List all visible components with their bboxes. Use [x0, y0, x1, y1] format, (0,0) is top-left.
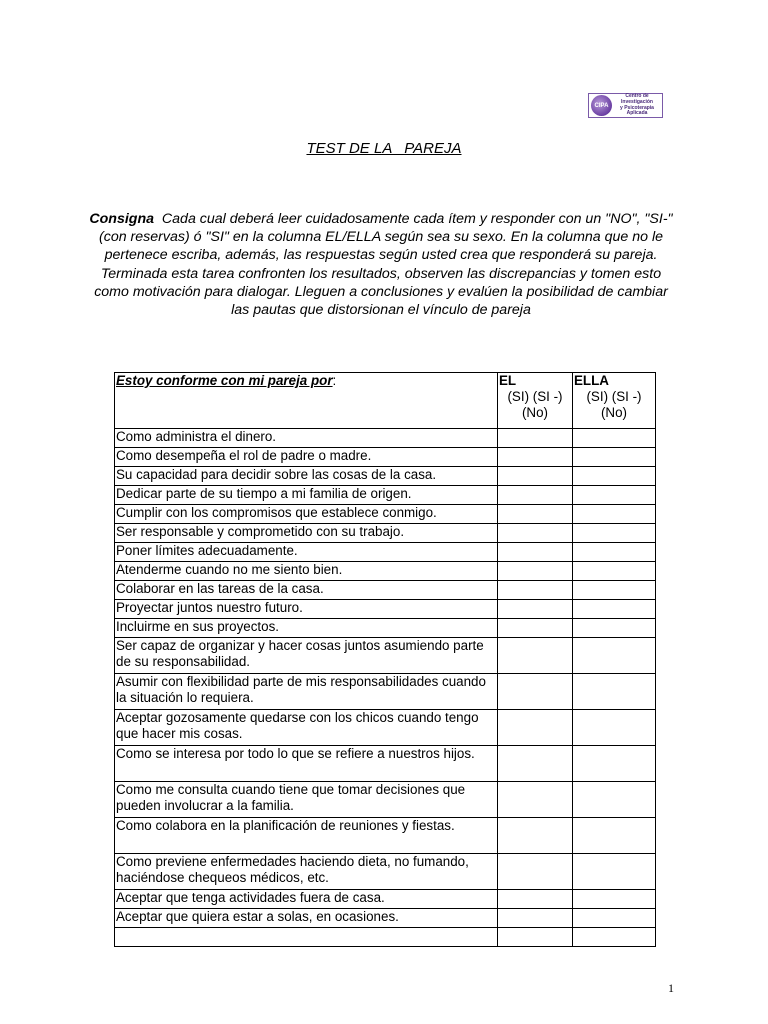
table-header-row [115, 373, 656, 429]
column-el-options-1: (SI) (SI -) [507, 389, 563, 404]
cipa-logo-text [612, 94, 662, 116]
el-answer-cell[interactable] [498, 710, 573, 746]
ella-answer-cell[interactable] [573, 467, 656, 486]
cipa-logo-mark: CIPA [591, 95, 612, 116]
ella-answer-cell[interactable] [573, 524, 656, 543]
item-text-cell: Colaborar en las tareas de la casa. [115, 581, 498, 600]
item-text-cell: Aceptar gozosamente quedarse con los chicos cuando tengo que hacer mis cosas. [115, 710, 498, 746]
table-row [115, 486, 656, 505]
ella-answer-cell[interactable] [573, 928, 656, 947]
ella-answer-cell[interactable] [573, 710, 656, 746]
header-label: Estoy conforme con mi pareja por [116, 373, 333, 388]
logo-line: Investigación [621, 98, 653, 105]
el-answer-cell[interactable] [498, 429, 573, 448]
el-answer-cell[interactable] [498, 448, 573, 467]
item-text-cell: Aceptar que tenga actividades fuera de casa. [115, 890, 498, 909]
item-text-cell: Como desempeña el rol de padre o madre. [115, 448, 498, 467]
item-text-cell: Atenderme cuando no me siento bien. [115, 562, 498, 581]
table-row [115, 562, 656, 581]
item-text-cell: Poner límites adecuadamente. [115, 543, 498, 562]
table-row [115, 429, 656, 448]
cipa-logo [588, 93, 663, 118]
ella-answer-cell[interactable] [573, 854, 656, 890]
header-colon: : [332, 373, 337, 388]
el-answer-cell[interactable] [498, 638, 573, 674]
header-el-cell [498, 373, 573, 429]
document-title: TEST DE LA PAREJA [306, 140, 462, 157]
item-text-cell: Cumplir con los compromisos que establece conmigo. [115, 505, 498, 524]
table-row [115, 928, 656, 947]
ella-answer-cell[interactable] [573, 600, 656, 619]
el-answer-cell[interactable] [498, 486, 573, 505]
table-row [115, 909, 656, 928]
table-row [115, 543, 656, 562]
ella-answer-cell[interactable] [573, 746, 656, 782]
ella-answer-cell[interactable] [573, 581, 656, 600]
item-text-cell: Como previene enfermedades haciendo dieta, no fumando, haciéndose chequeos médicos, etc. [115, 854, 498, 890]
ella-answer-cell[interactable] [573, 909, 656, 928]
item-text-cell: Asumir con flexibilidad parte de mis responsabilidades cuando la situación lo requiera. [115, 674, 498, 710]
column-ella-options-1: (SI) (SI -) [586, 389, 642, 404]
item-text-cell: Incluirme en sus proyectos. [115, 619, 498, 638]
item-text-cell: Aceptar que quiera estar a solas, en ocasiones. [115, 909, 498, 928]
table-row [115, 710, 656, 746]
el-answer-cell[interactable] [498, 854, 573, 890]
item-text-cell: Como me consulta cuando tiene que tomar decisiones que pueden involucrar a la familia. [115, 782, 498, 818]
el-answer-cell[interactable] [498, 674, 573, 710]
table-row [115, 638, 656, 674]
logo-line: y Psicoterapia [620, 104, 654, 111]
el-answer-cell[interactable] [498, 909, 573, 928]
el-answer-cell[interactable] [498, 467, 573, 486]
instructions-paragraph [88, 210, 677, 319]
el-answer-cell[interactable] [498, 562, 573, 581]
table-row [115, 746, 656, 782]
table-row [115, 524, 656, 543]
logo-line: Centro de [625, 93, 649, 100]
el-answer-cell[interactable] [498, 890, 573, 909]
el-answer-cell[interactable] [498, 782, 573, 818]
logo-line: Aplicada [626, 110, 648, 117]
page-number: 1 [668, 981, 674, 995]
table-row [115, 818, 656, 854]
ella-answer-cell[interactable] [573, 818, 656, 854]
item-text-cell [115, 928, 498, 947]
item-text-cell: Ser capaz de organizar y hacer cosas juntos asumiendo parte de su responsabilidad. [115, 638, 498, 674]
instructions-label: Consigna [89, 211, 155, 227]
ella-answer-cell[interactable] [573, 782, 656, 818]
item-text-cell: Proyectar juntos nuestro futuro. [115, 600, 498, 619]
el-answer-cell[interactable] [498, 543, 573, 562]
ella-answer-cell[interactable] [573, 448, 656, 467]
header-label-cell [115, 373, 498, 429]
el-answer-cell[interactable] [498, 524, 573, 543]
item-text-cell: Como administra el dinero. [115, 429, 498, 448]
table-row [115, 505, 656, 524]
el-answer-cell[interactable] [498, 505, 573, 524]
ella-answer-cell[interactable] [573, 674, 656, 710]
ella-answer-cell[interactable] [573, 543, 656, 562]
column-ella-label: ELLA [574, 373, 609, 388]
instructions-text: Cada cual deberá leer cuidadosamente cada ítem y responder con un "NO", "SI-" (con reservas) ó "SI" en la columna EL/ELLA según sea su sexo. En la columna que no le pertenece escriba, además, las respuestas según usted crea que responderá su pareja. Terminada esta tarea confronten los resultados, observen las discrepancias y tomen esto como motivación para dialogar. Lleguen a conclusiones y evalúen la posibilidad de cambiar las pautas que distorsionan el vínculo de pareja [94, 211, 677, 319]
item-text-cell: Como colabora en la planificación de reuniones y fiestas. [115, 818, 498, 854]
questionnaire-table [114, 372, 656, 947]
item-text-cell: Dedicar parte de su tiempo a mi familia de origen. [115, 486, 498, 505]
el-answer-cell[interactable] [498, 600, 573, 619]
table-row [115, 890, 656, 909]
ella-answer-cell[interactable] [573, 638, 656, 674]
el-answer-cell[interactable] [498, 581, 573, 600]
header-ella-cell [573, 373, 656, 429]
column-el-options-2: (No) [521, 405, 549, 420]
item-text-cell: Ser responsable y comprometido con su trabajo. [115, 524, 498, 543]
table-row [115, 467, 656, 486]
el-answer-cell[interactable] [498, 619, 573, 638]
table-row [115, 854, 656, 890]
item-text-cell: Como se interesa por todo lo que se refiere a nuestros hijos. [115, 746, 498, 782]
table-row [115, 674, 656, 710]
column-ella-options-2: (No) [600, 405, 628, 420]
item-text-cell: Su capacidad para decidir sobre las cosas de la casa. [115, 467, 498, 486]
el-answer-cell[interactable] [498, 928, 573, 947]
table-row [115, 600, 656, 619]
el-answer-cell[interactable] [498, 746, 573, 782]
ella-answer-cell[interactable] [573, 890, 656, 909]
el-answer-cell[interactable] [498, 818, 573, 854]
column-el-label: EL [499, 373, 517, 388]
ella-answer-cell[interactable] [573, 505, 656, 524]
ella-answer-cell[interactable] [573, 429, 656, 448]
table-row [115, 581, 656, 600]
table-row [115, 619, 656, 638]
table-row [115, 782, 656, 818]
ella-answer-cell[interactable] [573, 619, 656, 638]
table-row [115, 448, 656, 467]
ella-answer-cell[interactable] [573, 562, 656, 581]
ella-answer-cell[interactable] [573, 486, 656, 505]
